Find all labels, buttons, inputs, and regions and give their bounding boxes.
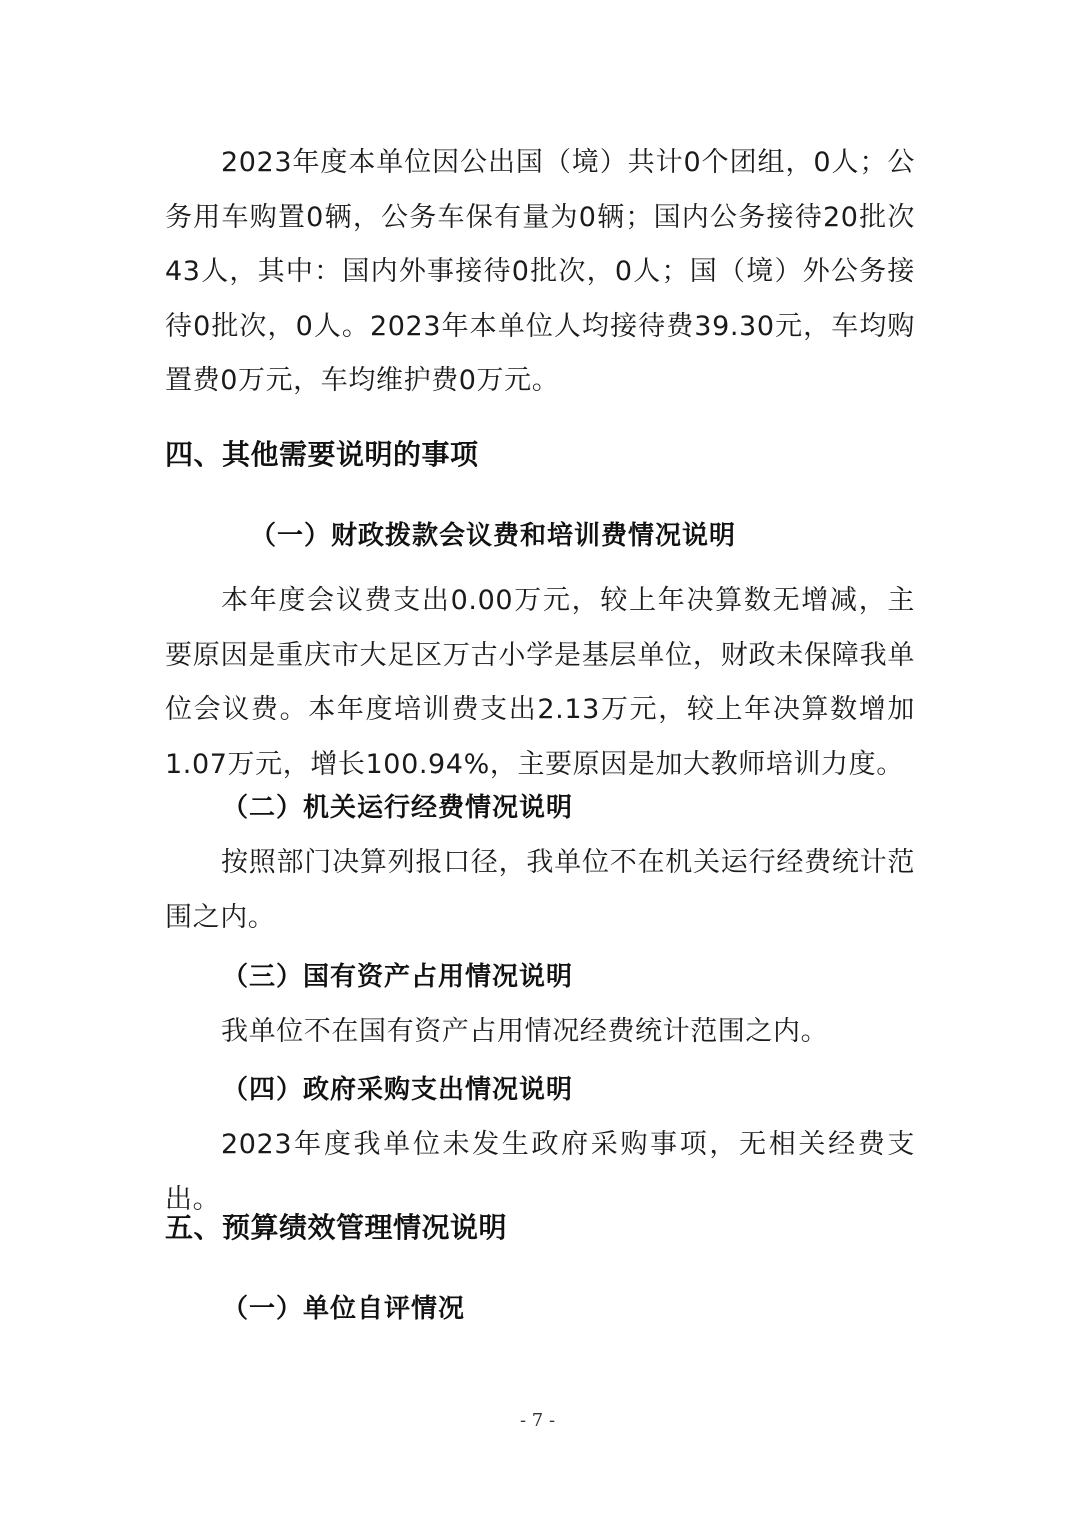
paragraph-operating-expenses: 按照部门决算列报口径，我单位不在机关运行经费统计范围之内。 <box>165 847 915 933</box>
paragraph-government-procurement: 2023年度我单位未发生政府采购事项，无相关经费支出。 <box>165 1129 915 1215</box>
page-number: - 7 - <box>519 1410 556 1431</box>
paragraph-state-assets: 我单位不在国有资产占用情况经费统计范围之内。 <box>221 1016 829 1047</box>
subheading-self-evaluation: （一）单位自评情况 <box>222 1294 466 1324</box>
subheading-state-assets: （三）国有资产占用情况说明 <box>222 962 574 992</box>
paragraph-overseas-vehicles-reception: 2023年度本单位因公出国（境）共计0个团组，0人；公务用车购置0辆，公务车保有量为0辆；国内公务接待20批次43人，其中：国内外事接待0批次，0人；国（境）外公务接待0批次，0人。2023年本单位人均接待费39.30元，车均购置费0万元，车均维护费0万元。 <box>165 147 915 397</box>
subheading-government-procurement: （四）政府采购支出情况说明 <box>222 1075 574 1105</box>
section-heading-performance-management: 五、预算绩效管理情况说明 <box>165 1211 508 1244</box>
subheading-operating-expenses: （二）机关运行经费情况说明 <box>222 793 574 823</box>
section-heading-other-matters: 四、其他需要说明的事项 <box>165 438 479 471</box>
subheading-meeting-training-fees: （一）财政拨款会议费和培训费情况说明 <box>250 521 737 551</box>
paragraph-meeting-training-fees: 本年度会议费支出0.00万元，较上年决算数无增减，主要原因是重庆市大足区万古小学是基层单位，财政未保障我单位会议费。本年度培训费支出2.13万元，较上年决算数增加1.07万元，增长100.94%，主要原因是加大教师培训力度。 <box>165 585 915 780</box>
